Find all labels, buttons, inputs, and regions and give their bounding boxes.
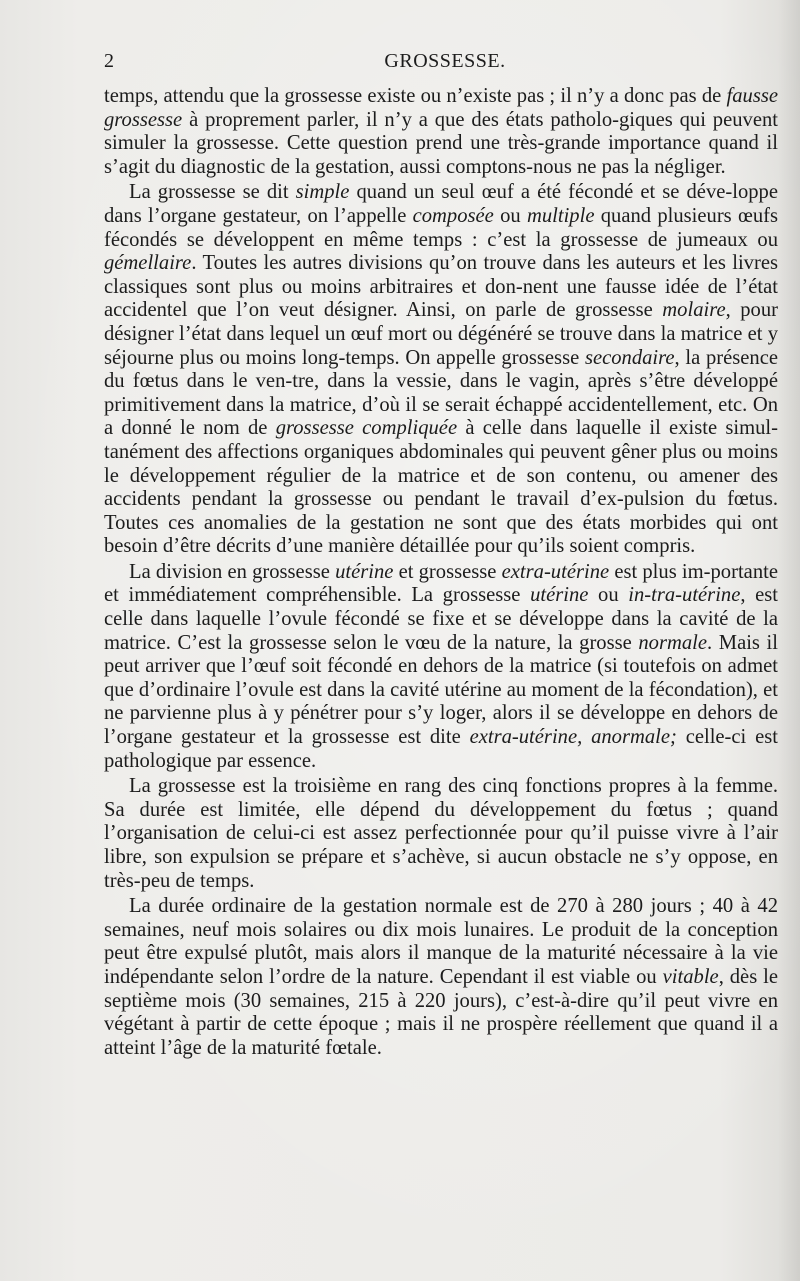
text-run: celle-ci est pathologique par essence. (104, 726, 778, 772)
italic-term: composée (412, 204, 494, 227)
text-run: quand un seul œuf a été fécondé et se déve-loppe dans l’organe gestateur, on l’appelle (104, 181, 778, 227)
italic-term: vitable (662, 965, 719, 988)
text-run: ou (588, 584, 629, 607)
text-run: La grossesse est la troisième en rang des cinq fonctions propres à la femme. Sa durée est limitée, elle dépend du développement du fœtus ; quand l’organisation de celui-ci est assez perfectionnée pour qu’il puisse vivre à l’air libre, son expulsion se prépare et s’achève, si aucun obstacle ne s’y oppose, en très-peu de temps. (104, 775, 778, 892)
italic-term: fausse grossesse (104, 85, 778, 131)
italic-term: utérine (335, 560, 394, 583)
italic-term: gémellaire (104, 252, 192, 275)
italic-term: normale (638, 631, 708, 654)
text-run: temps, attendu que la grossesse existe ou n’existe pas ; il n’y a donc pas de (104, 85, 727, 107)
italic-term: utérine (530, 584, 589, 607)
text-run: La division en grossesse (129, 560, 336, 583)
body-text (104, 85, 778, 1062)
text-run: , la présence du fœtus dans le ven-tre, dans la vessie, dans le vagin, après s’être développé primitivement dans la matrice, d’où il se serait échappé accidentellement, etc. On a donné le nom de (104, 346, 779, 440)
text-run: La durée ordinaire de la gestation normale est de 270 à 280 jours ; 40 à 42 semaines, neuf mois solaires ou dix mois lunaires. Le produit de la conception peut être expulsé plutôt, mais alors il manque de la maturité nécessaire à la vie indépendante selon l’ordre de la nature. Cependant il est viable ou (104, 895, 778, 988)
text-run: La grossesse se dit (129, 181, 296, 204)
italic-term: secondaire (584, 346, 675, 369)
text-run: et grossesse (393, 560, 502, 583)
italic-term: in-tra-utérine (628, 584, 741, 607)
paragraph (104, 85, 778, 179)
text-run: . Mais il peut arriver que l’œuf soit fécondé en dehors de la matrice (si toutefois on admet que d’ordinaire l’ovule est dans la cavité utérine au moment de la fécondation), et ne parvienne plus à y pénétrer pour s’y loger, alors il se développe en dehors de l’organe gestateur et la grossesse est dite (104, 631, 778, 749)
italic-term: simple (295, 181, 350, 204)
paragraph (104, 895, 778, 1060)
text-run: quand plusieurs œufs fécondés se développent en même temps : c’est la grossesse de jumeaux ou (104, 204, 779, 251)
running-title: GROSSESSE. (384, 50, 506, 72)
page-number: 2 (104, 50, 115, 72)
text-run: à proprement parler, il n’y a que des états patholo-giques qui peuvent simuler la grossesse. Cette question prend une très-grande importance quand il s’agit du diagnostic de la gestation, aussi comptons-nous ne pas la négliger. (104, 108, 778, 178)
page-edge-shadow (778, 0, 800, 1281)
text-run: à celle dans laquelle il existe simul-tanément des affections organiques abdominales qui peuvent gêner plus ou moins le développement régulier de la matrice et de son contenu, ou amener des accidents pendant la grossesse ou pendant le travail d’ex-pulsion du fœtus. Toutes ces anomalies de la gestation ne sont que des états morbides qui ont besoin d’être décrits d’une manière détaillée pour qu’ils soient compris. (104, 417, 778, 558)
text-run: ou (493, 204, 527, 227)
italic-term: grossesse compliquée (275, 417, 458, 440)
text-run: , pour désigner l’état dans lequel un œuf mort ou dégénéré se trouve dans la matrice et y séjourne plus ou moins long-temps. On appelle grossesse (104, 299, 779, 369)
paragraph (104, 181, 778, 559)
text-run: , dès le septième mois (30 semaines, 215 à 220 jours), c’est-à-dire qu’il peut vivre en végétant à partir de cette époque ; mais il ne prospère réellement que quand il a atteint l’âge de la maturité fœtale. (104, 965, 778, 1059)
italic-term: extra-utérine, anormale; (469, 726, 677, 749)
text-run: . Toutes les autres divisions qu’on trouve dans les auteurs et les livres classiques sont plus ou moins arbitraires et don-nent une fausse idée de l’état accidentel que l’on veut désigner. Ainsi, on parle de grossesse (104, 252, 778, 322)
italic-term: multiple (526, 204, 595, 227)
italic-term: molaire (662, 299, 726, 322)
paragraph (104, 561, 778, 773)
running-head (104, 50, 778, 76)
text-run: est plus im-portante et immédiatement compréhensible. La grossesse (104, 560, 778, 607)
italic-term: extra-utérine (501, 560, 610, 583)
paragraph (104, 775, 778, 893)
text-run: , est celle dans laquelle l’ovule fécondé se fixe et se développe dans la cavité de la matrice. C’est la grossesse selon le vœu de la nature, la grosse (104, 584, 778, 654)
